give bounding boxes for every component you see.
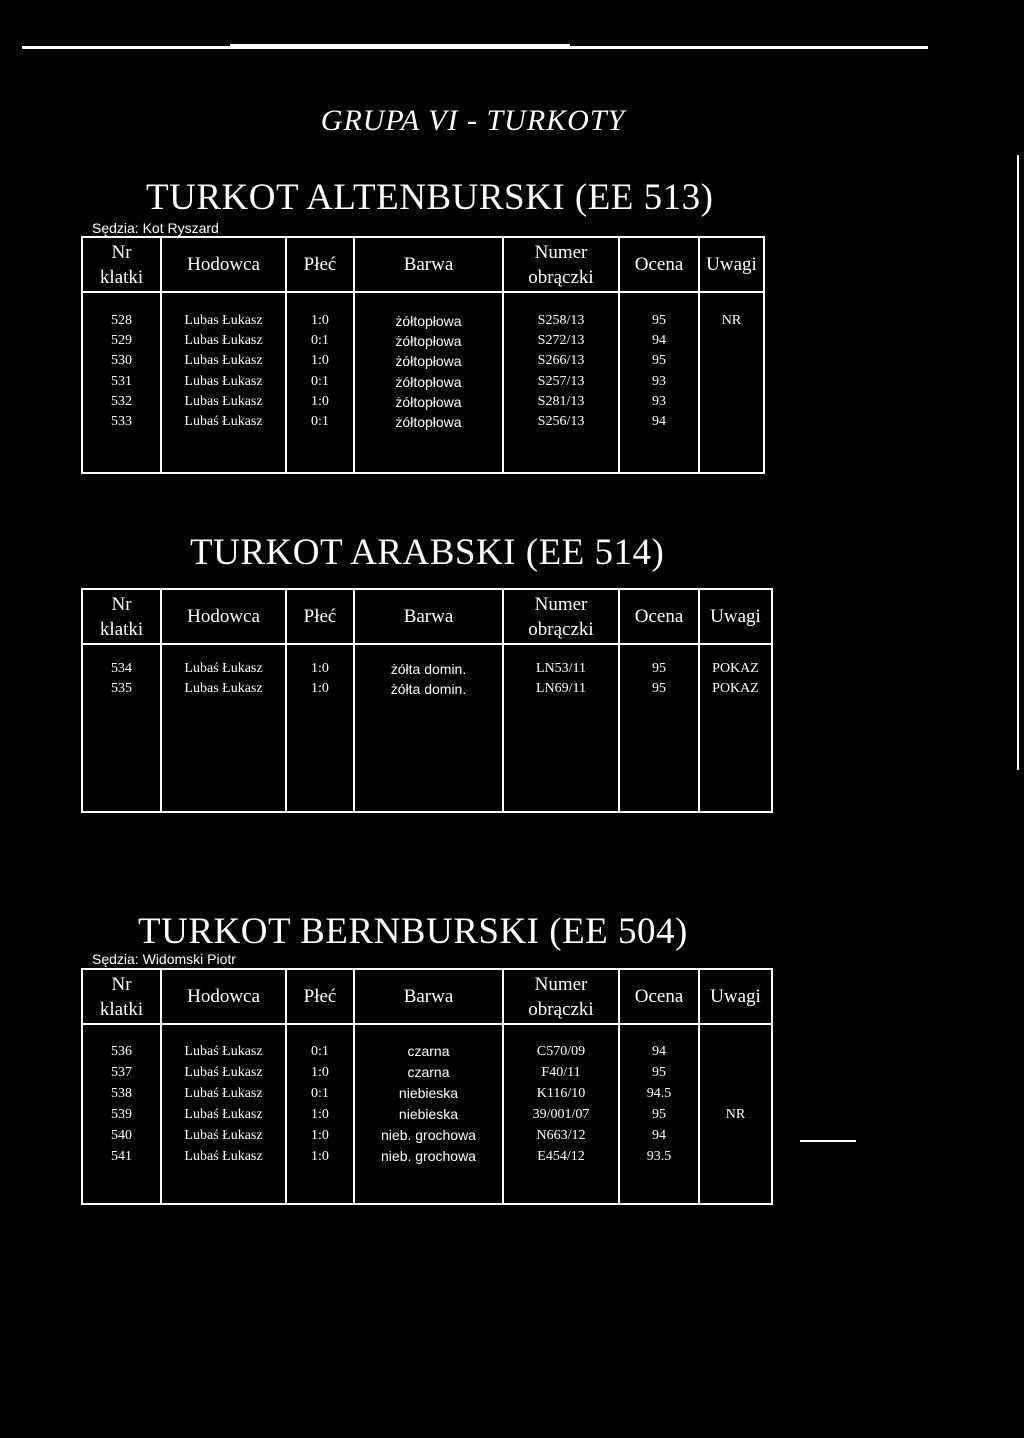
cell-hodowca: Lubaś Łukasz xyxy=(161,1041,286,1062)
cell-nr-klatki: 533 xyxy=(82,412,161,432)
cell-plec: 0:1 xyxy=(286,331,354,351)
header-ocena: Ocena xyxy=(619,589,699,644)
spacer-bottom-cell xyxy=(286,699,354,812)
table-row xyxy=(82,1083,772,1104)
cell-uwagi xyxy=(699,1041,772,1062)
cell-numer-obraczki: E454/12 xyxy=(503,1146,619,1167)
cell-barwa: nieb. grochowa xyxy=(354,1125,503,1146)
table-arabski xyxy=(81,588,773,813)
header-ocena: Ocena xyxy=(619,969,699,1024)
spacer-top-cell xyxy=(619,1024,699,1041)
cell-plec: 0:1 xyxy=(286,372,354,392)
cell-uwagi xyxy=(699,372,764,392)
spacer-bottom-cell xyxy=(699,1167,772,1204)
spacer-bottom-cell xyxy=(354,432,503,473)
spacer-top-cell xyxy=(286,1024,354,1041)
cell-hodowca: Lubas Łukasz xyxy=(161,331,286,351)
cell-numer-obraczki: S256/13 xyxy=(503,412,619,432)
cell-nr-klatki: 535 xyxy=(82,679,161,699)
spacer-top-cell xyxy=(354,292,503,311)
spacer-bottom-cell xyxy=(161,432,286,473)
cell-ocena: 95 xyxy=(619,311,699,331)
spacer-bottom-cell xyxy=(82,699,161,812)
spacer-top-cell xyxy=(354,644,503,659)
cell-barwa: niebieska xyxy=(354,1104,503,1125)
cell-numer-obraczki: S258/13 xyxy=(503,311,619,331)
header-numer-obraczki: Numer obrączki xyxy=(503,969,619,1024)
cell-barwa: żółtopłowa xyxy=(354,392,503,412)
table-row xyxy=(82,392,764,412)
spacer-bottom-cell xyxy=(503,1167,619,1204)
spacer-top-cell xyxy=(82,644,161,659)
header-nr-klatki: Nr klatki xyxy=(82,589,161,644)
top-rule-accent xyxy=(230,44,570,46)
cell-plec: 1:0 xyxy=(286,679,354,699)
spacer-top-cell xyxy=(161,292,286,311)
cell-uwagi xyxy=(699,1083,772,1104)
spacer-top-cell xyxy=(699,1024,772,1041)
cell-uwagi xyxy=(699,412,764,432)
header-barwa: Barwa xyxy=(354,589,503,644)
cell-uwagi: NR xyxy=(699,311,764,331)
spacer-bottom-cell xyxy=(619,432,699,473)
cell-ocena: 93.5 xyxy=(619,1146,699,1167)
spacer-bottom-cell xyxy=(286,1167,354,1204)
cell-uwagi: POKAZ xyxy=(699,679,772,699)
spacer-bottom-cell xyxy=(619,1167,699,1204)
header-uwagi: Uwagi xyxy=(699,589,772,644)
spacer-top-cell xyxy=(619,292,699,311)
table-row xyxy=(82,659,772,679)
header-plec: Płeć xyxy=(286,969,354,1024)
cell-nr-klatki: 528 xyxy=(82,311,161,331)
section-title-bernburski: TURKOT BERNBURSKI (EE 504) xyxy=(138,911,688,952)
spacer-top-cell xyxy=(503,1024,619,1041)
header-numer-obraczki: Numer obrączki xyxy=(503,237,619,292)
spacer-bottom-cell xyxy=(161,1167,286,1204)
spacer-top-cell xyxy=(82,292,161,311)
cell-ocena: 93 xyxy=(619,372,699,392)
cell-hodowca: Lubaś Łukasz xyxy=(161,1062,286,1083)
spacer-bottom xyxy=(82,699,772,812)
section-title-arabski: TURKOT ARABSKI (EE 514) xyxy=(190,532,665,573)
cell-numer-obraczki: S272/13 xyxy=(503,331,619,351)
header-nr-klatki: Nr klatki xyxy=(82,969,161,1024)
header-numer-obraczki: Numer obrączki xyxy=(503,589,619,644)
cell-barwa: żółtopłowa xyxy=(354,351,503,371)
table-row xyxy=(82,1146,772,1167)
cell-hodowca: Lubas Łukasz xyxy=(161,372,286,392)
cell-numer-obraczki: 39/001/07 xyxy=(503,1104,619,1125)
cell-nr-klatki: 540 xyxy=(82,1125,161,1146)
cell-ocena: 95 xyxy=(619,659,699,679)
spacer-top-cell xyxy=(82,1024,161,1041)
spacer-bottom-cell xyxy=(354,699,503,812)
spacer-top-cell xyxy=(354,1024,503,1041)
cell-ocena: 93 xyxy=(619,392,699,412)
cell-numer-obraczki: F40/11 xyxy=(503,1062,619,1083)
cell-numer-obraczki: S266/13 xyxy=(503,351,619,371)
cell-plec: 1:0 xyxy=(286,1104,354,1125)
cell-ocena: 95 xyxy=(619,1104,699,1125)
cell-numer-obraczki: S281/13 xyxy=(503,392,619,412)
cell-plec: 1:0 xyxy=(286,659,354,679)
spacer-top-cell xyxy=(161,1024,286,1041)
cell-plec: 0:1 xyxy=(286,1041,354,1062)
cell-nr-klatki: 536 xyxy=(82,1041,161,1062)
cell-barwa: żółtopłowa xyxy=(354,311,503,331)
cell-ocena: 95 xyxy=(619,351,699,371)
spacer-bottom-cell xyxy=(82,432,161,473)
cell-barwa: żółta domin. xyxy=(354,679,503,699)
spacer-bottom-cell xyxy=(503,432,619,473)
cell-barwa: niebieska xyxy=(354,1083,503,1104)
header-uwagi: Uwagi xyxy=(699,969,772,1024)
cell-plec: 1:0 xyxy=(286,311,354,331)
cell-ocena: 95 xyxy=(619,679,699,699)
spacer-bottom-cell xyxy=(82,1167,161,1204)
cell-uwagi: POKAZ xyxy=(699,659,772,679)
spacer-top-cell xyxy=(286,292,354,311)
cell-uwagi xyxy=(699,1125,772,1146)
cell-hodowca: Lubaś Łukasz xyxy=(161,1125,286,1146)
spacer-top-cell xyxy=(286,644,354,659)
cell-barwa: żółtopłowa xyxy=(354,331,503,351)
spacer-bottom-cell xyxy=(354,1167,503,1204)
header-uwagi: Uwagi xyxy=(699,237,764,292)
table-row xyxy=(82,679,772,699)
cell-ocena: 94 xyxy=(619,1125,699,1146)
cell-nr-klatki: 537 xyxy=(82,1062,161,1083)
cell-plec: 1:0 xyxy=(286,392,354,412)
cell-uwagi xyxy=(699,1146,772,1167)
header-nr-klatki: Nr klatki xyxy=(82,237,161,292)
table-row xyxy=(82,331,764,351)
judge-bernburski: Sędzia: Widomski Piotr xyxy=(92,951,236,967)
header-plec: Płeć xyxy=(286,237,354,292)
cell-uwagi xyxy=(699,351,764,371)
table-row xyxy=(82,1062,772,1083)
group-title: GRUPA VI - TURKOTY xyxy=(320,104,626,137)
cell-numer-obraczki: K116/10 xyxy=(503,1083,619,1104)
spacer-top-cell xyxy=(503,292,619,311)
cell-ocena: 95 xyxy=(619,1062,699,1083)
cell-nr-klatki: 531 xyxy=(82,372,161,392)
spacer-bottom-cell xyxy=(503,699,619,812)
cell-hodowca: Lubaś Łukasz xyxy=(161,659,286,679)
cell-barwa: czarna xyxy=(354,1041,503,1062)
header-barwa: Barwa xyxy=(354,237,503,292)
cell-hodowca: Lubas Łukasz xyxy=(161,311,286,331)
cell-hodowca: Lubas Łukasz xyxy=(161,679,286,699)
cell-ocena: 94.5 xyxy=(619,1083,699,1104)
cell-numer-obraczki: LN53/11 xyxy=(503,659,619,679)
table-bernburski xyxy=(81,968,773,1205)
cell-hodowca: Lubaś Łukasz xyxy=(161,1104,286,1125)
cell-numer-obraczki: N663/12 xyxy=(503,1125,619,1146)
cell-plec: 1:0 xyxy=(286,1146,354,1167)
cell-barwa: żółtopłowa xyxy=(354,412,503,432)
cell-uwagi xyxy=(699,331,764,351)
header-hodowca: Hodowca xyxy=(161,969,286,1024)
header-hodowca: Hodowca xyxy=(161,589,286,644)
cell-barwa: czarna xyxy=(354,1062,503,1083)
spacer-top xyxy=(82,1024,772,1041)
cell-nr-klatki: 530 xyxy=(82,351,161,371)
cell-ocena: 94 xyxy=(619,1041,699,1062)
right-edge-rule xyxy=(1017,155,1019,770)
header-ocena: Ocena xyxy=(619,237,699,292)
cell-nr-klatki: 541 xyxy=(82,1146,161,1167)
spacer-top-cell xyxy=(619,644,699,659)
spacer-top xyxy=(82,644,772,659)
table-row xyxy=(82,311,764,331)
table-row xyxy=(82,351,764,371)
cell-ocena: 94 xyxy=(619,331,699,351)
spacer-bottom-cell xyxy=(286,432,354,473)
spacer-bottom xyxy=(82,432,764,473)
cell-barwa: żółtopłowa xyxy=(354,372,503,392)
table-row xyxy=(82,1104,772,1125)
spacer-top-cell xyxy=(503,644,619,659)
header-barwa: Barwa xyxy=(354,969,503,1024)
spacer-top xyxy=(82,292,764,311)
cell-plec: 0:1 xyxy=(286,412,354,432)
spacer-top-cell xyxy=(161,644,286,659)
spacer-top-cell xyxy=(699,644,772,659)
cell-plec: 1:0 xyxy=(286,351,354,371)
cell-uwagi xyxy=(699,1062,772,1083)
table-row xyxy=(82,1041,772,1062)
cell-numer-obraczki: C570/09 xyxy=(503,1041,619,1062)
cell-uwagi xyxy=(699,392,764,412)
cell-uwagi: NR xyxy=(699,1104,772,1125)
cell-numer-obraczki: S257/13 xyxy=(503,372,619,392)
cell-hodowca: Lubas Łukasz xyxy=(161,392,286,412)
spacer-bottom-cell xyxy=(619,699,699,812)
cell-barwa: nieb. grochowa xyxy=(354,1146,503,1167)
spacer-bottom-cell xyxy=(161,699,286,812)
cell-hodowca: Lubas Łukasz xyxy=(161,351,286,371)
header-hodowca: Hodowca xyxy=(161,237,286,292)
cell-hodowca: Lubaś Łukasz xyxy=(161,412,286,432)
cell-nr-klatki: 538 xyxy=(82,1083,161,1104)
cell-nr-klatki: 529 xyxy=(82,331,161,351)
table-row xyxy=(82,372,764,392)
table-altenburski xyxy=(81,236,765,474)
cell-hodowca: Lubaś Łukasz xyxy=(161,1083,286,1104)
cell-plec: 1:0 xyxy=(286,1062,354,1083)
spacer-bottom-cell xyxy=(699,699,772,812)
section-title-altenburski: TURKOT ALTENBURSKI (EE 513) xyxy=(146,177,714,218)
top-rule xyxy=(22,46,928,49)
header-plec: Płeć xyxy=(286,589,354,644)
cell-plec: 1:0 xyxy=(286,1125,354,1146)
table-row xyxy=(82,1125,772,1146)
cell-barwa: żółta domin. xyxy=(354,659,503,679)
judge-altenburski: Sędzia: Kot Ryszard xyxy=(92,220,219,236)
cell-hodowca: Lubaś Łukasz xyxy=(161,1146,286,1167)
spacer-top-cell xyxy=(699,292,764,311)
side-rule xyxy=(800,1140,856,1142)
cell-nr-klatki: 534 xyxy=(82,659,161,679)
spacer-bottom xyxy=(82,1167,772,1204)
cell-nr-klatki: 539 xyxy=(82,1104,161,1125)
spacer-bottom-cell xyxy=(699,432,764,473)
cell-ocena: 94 xyxy=(619,412,699,432)
table-row xyxy=(82,412,764,432)
cell-plec: 0:1 xyxy=(286,1083,354,1104)
cell-numer-obraczki: LN69/11 xyxy=(503,679,619,699)
cell-nr-klatki: 532 xyxy=(82,392,161,412)
